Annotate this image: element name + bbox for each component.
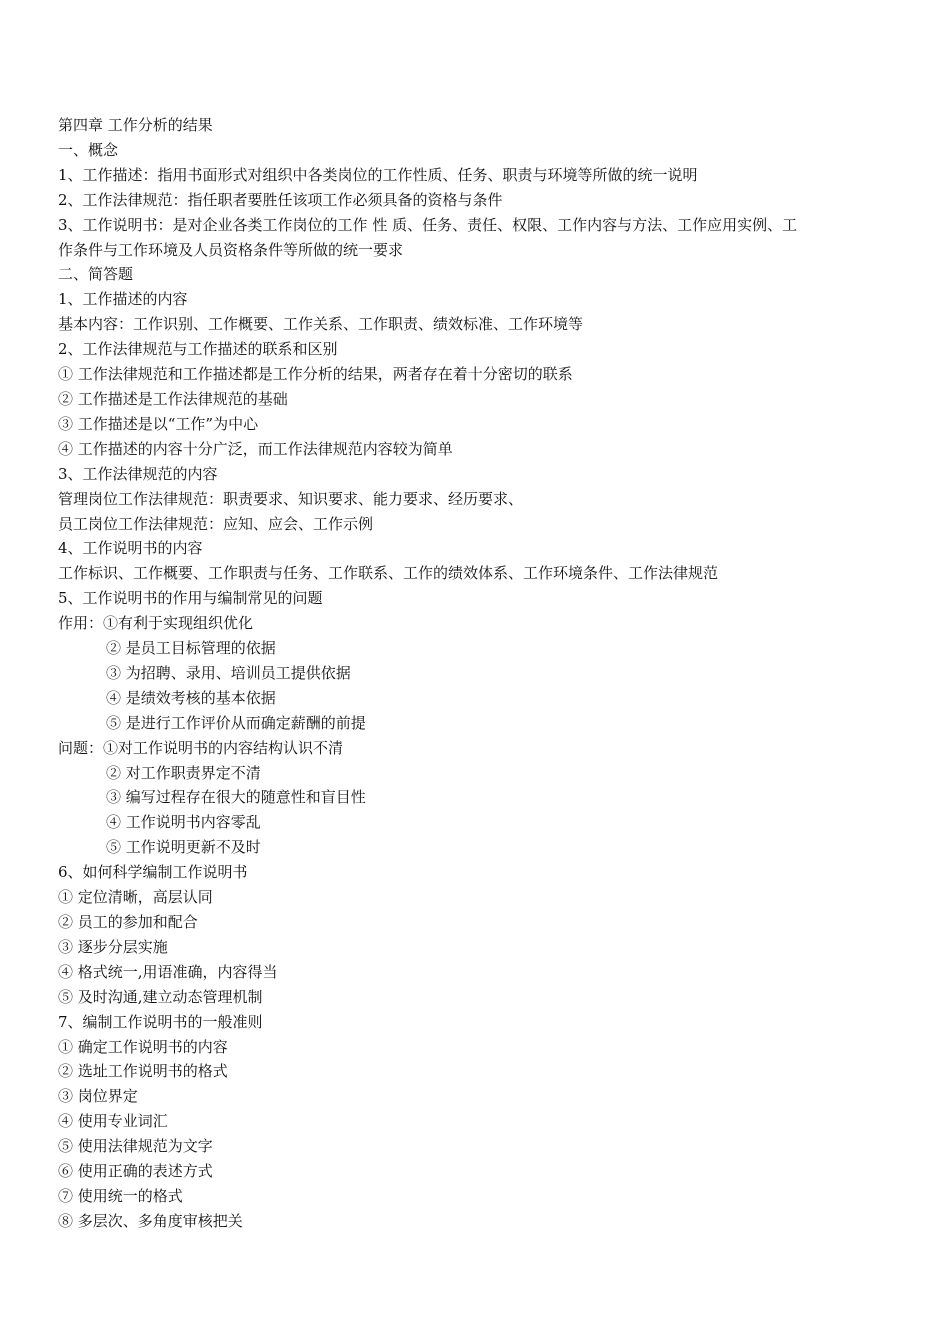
question-title: 3、工作法律规范的内容 — [58, 464, 218, 483]
answer-point: ④ 工作描述的内容十分广泛，而工作法律规范内容较为简单 — [58, 439, 453, 458]
concept-item: 2、工作法律规范：指任职者要胜任该项工作必须具备的资格与条件 — [58, 190, 503, 209]
answer-point: ③ 工作描述是以“工作”为中心 — [58, 414, 259, 433]
answer-point: ① 工作法律规范和工作描述都是工作分析的结果，两者存在着十分密切的联系 — [58, 365, 573, 384]
answer-point: ① 确定工作说明书的内容 — [58, 1037, 228, 1056]
concept-item: 1、工作描述：指用书面形式对组织中各类岗位的工作性质、任务、职责与环境等所做的统一说明 — [58, 165, 698, 184]
role-point: ③ 为招聘、录用、培训员工提供依据 — [106, 663, 351, 682]
answer-point: ⑥ 使用正确的表述方式 — [58, 1162, 213, 1181]
question-title: 4、工作说明书的内容 — [58, 539, 203, 558]
answer-text: 基本内容：工作识别、工作概要、工作关系、工作职责、绩效标准、工作环境等 — [58, 315, 584, 334]
question-title: 7、编制工作说明书的一般准则 — [58, 1012, 263, 1031]
role-point: ② 是员工目标管理的依据 — [106, 639, 276, 658]
question-title: 2、工作法律规范与工作描述的联系和区别 — [58, 340, 338, 359]
section-heading-concepts: 一、概念 — [58, 140, 119, 159]
section-heading-short-answer: 二、简答题 — [58, 265, 134, 284]
role-label: 作用： — [58, 614, 104, 633]
answer-point: ⑧ 多层次、多角度审核把关 — [58, 1211, 243, 1230]
problem-line — [58, 736, 908, 761]
answer-point: ② 工作描述是工作法律规范的基础 — [58, 389, 288, 408]
problem-point: ①对工作说明书的内容结构认识不清 — [103, 738, 344, 757]
question-title: 6、如何科学编制工作说明书 — [58, 863, 248, 882]
question-title: 1、工作描述的内容 — [58, 290, 188, 309]
answer-point: ① 定位清晰，高层认同 — [58, 888, 213, 907]
problem-label: 问题： — [58, 738, 104, 757]
answer-point: ⑦ 使用统一的格式 — [58, 1186, 183, 1205]
problem-point: ③ 编写过程存在很大的随意性和盲目性 — [106, 788, 366, 807]
role-line — [58, 611, 908, 636]
answer-point: ③ 岗位界定 — [58, 1087, 138, 1106]
answer-text: 管理岗位工作法律规范：职责要求、知识要求、能力要求、经历要求、 — [58, 489, 524, 508]
problem-point: ④ 工作说明书内容零乱 — [106, 813, 261, 832]
answer-point: ② 员工的参加和配合 — [58, 913, 198, 931]
document-page — [58, 113, 908, 1234]
answer-text: 员工岗位工作法律规范：应知、应会、工作示例 — [58, 514, 374, 533]
answer-point: ⑤ 及时沟通,建立动态管理机制 — [58, 987, 263, 1006]
role-point: ⑤ 是进行工作评价从而确定薪酬的前提 — [106, 713, 366, 732]
answer-point: ⑤ 使用法律规范为文字 — [58, 1137, 213, 1156]
question-title: 5、工作说明书的作用与编制常见的问题 — [58, 589, 323, 608]
problem-point: ② 对工作职责界定不清 — [106, 763, 261, 782]
answer-point: ④ 使用专业词汇 — [58, 1112, 168, 1131]
role-point: ④ 是绩效考核的基本依据 — [106, 688, 276, 707]
role-point: ①有利于实现组织优化 — [103, 614, 254, 633]
concept-item: 3、工作说明书：是对企业各类工作岗位的工作 性 质、任务、责任、权限、工作内容与方法、工作应用实例、工 — [58, 215, 798, 234]
answer-point: ② 选址工作说明书的格式 — [58, 1062, 228, 1081]
answer-text: 工作标识、工作概要、工作职责与任务、工作联系、工作的绩效体系、工作环境条件、工作法律规范 — [58, 564, 719, 583]
chapter-title: 第四章 工作分析的结果 — [58, 116, 213, 134]
answer-point: ④ 格式统一,用语准确，内容得当 — [58, 962, 278, 981]
answer-point: ③ 逐步分层实施 — [58, 937, 168, 956]
concept-item-continuation: 作条件与工作环境及人员资格条件等所做的统一要求 — [58, 240, 404, 259]
problem-point: ⑤ 工作说明更新不及时 — [106, 838, 261, 857]
